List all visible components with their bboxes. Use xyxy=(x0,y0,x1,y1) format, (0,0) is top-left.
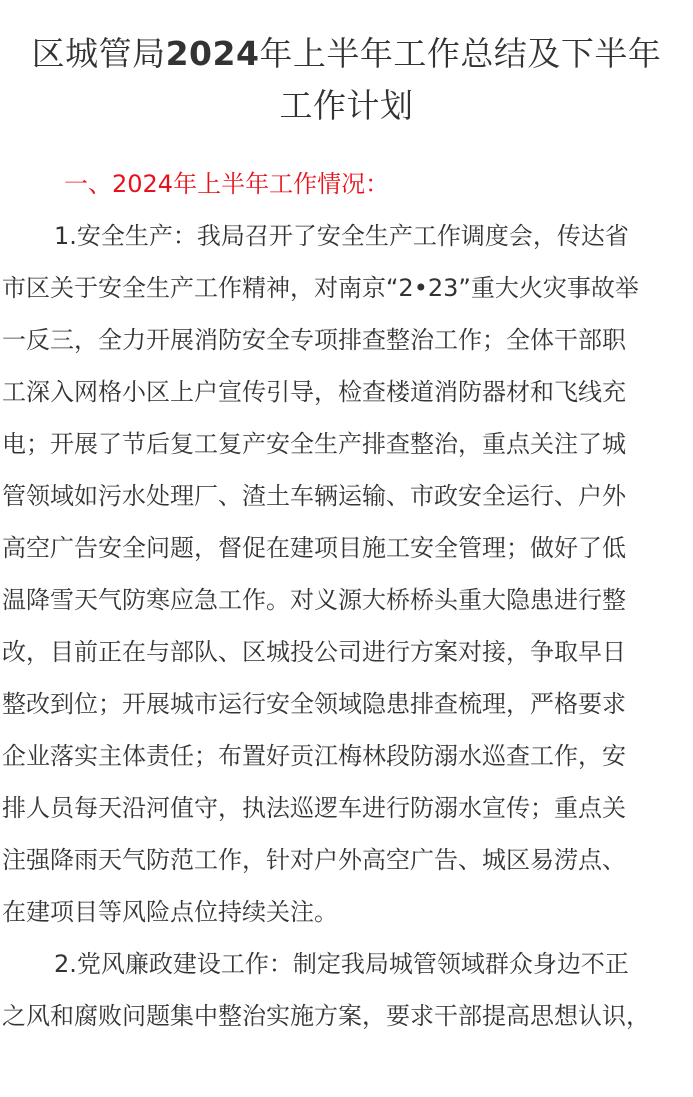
paragraph-line: 排人员每天沿河值守，执法巡逻车进行防溺水宣传；重点关 xyxy=(2,794,626,822)
paragraph-line: 在建项目等风险点位持续关注。 xyxy=(2,898,338,926)
paragraph-line: 市区关于安全生产工作精神，对南京“2•23”重大火灾事故举 xyxy=(2,274,639,302)
title-suffix: 年上半年工作总结及下半年 xyxy=(259,34,662,73)
title-year: 2024 xyxy=(165,34,260,73)
title-prefix: 区城管局 xyxy=(31,34,166,73)
paragraph-line: 电；开展了节后复工复产安全生产排查整治，重点关注了城 xyxy=(2,430,626,458)
paragraph-line: 企业落实主体责任；布置好贡江梅林段防溺水巡查工作，安 xyxy=(2,742,626,770)
body-text xyxy=(2,210,693,1042)
paragraph-line: 2.党风廉政建设工作：制定我局城管领域群众身边不正 xyxy=(54,950,629,978)
paragraph-line: 整改到位；开展城市运行安全领域隐患排查梳理，严格要求 xyxy=(2,690,626,718)
section-heading: 一、2024年上半年工作情况： xyxy=(64,170,390,198)
paragraph-line: 之风和腐败问题集中整治实施方案，要求干部提高思想认识， xyxy=(2,1002,650,1030)
paragraph-line: 一反三，全力开展消防安全专项排查整治工作；全体干部职 xyxy=(2,326,626,354)
paragraph-line: 温降雪天气防寒应急工作。对义源大桥桥头重大隐患进行整 xyxy=(2,586,626,614)
document-title xyxy=(0,28,693,132)
paragraph-line: 注强降雨天气防范工作，针对户外高空广告、城区易涝点、 xyxy=(2,846,626,874)
paragraph-line: 高空广告安全问题，督促在建项目施工安全管理；做好了低 xyxy=(2,534,626,562)
title-line-1 xyxy=(32,34,662,73)
paragraph-line: 管领域如污水处理厂、渣土车辆运输、市政安全运行、户外 xyxy=(2,482,626,510)
title-line-2: 工作计划 xyxy=(279,86,414,125)
paragraph-line: 1.安全生产：我局召开了安全生产工作调度会，传达省 xyxy=(54,222,629,250)
paragraph-line: 改，目前正在与部队、区城投公司进行方案对接，争取早日 xyxy=(2,638,626,666)
paragraph-line: 工深入网格小区上户宣传引导，检查楼道消防器材和飞线充 xyxy=(2,378,626,406)
